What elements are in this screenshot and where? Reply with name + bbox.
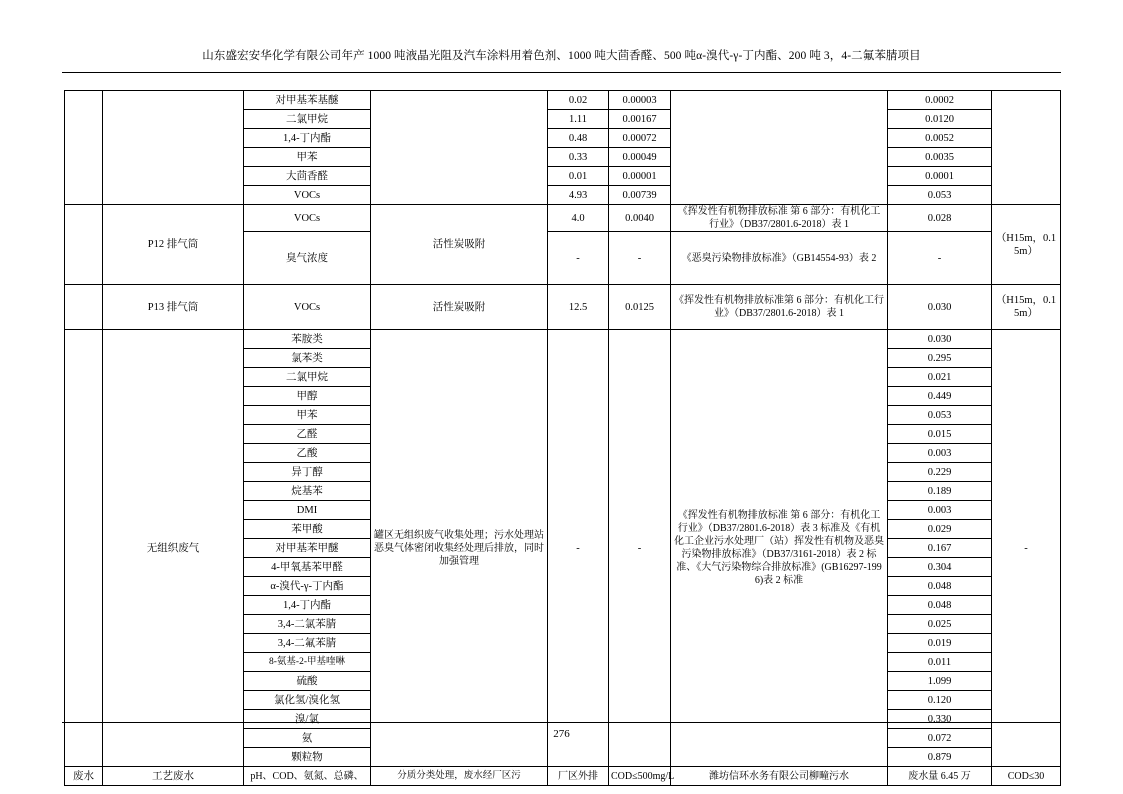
- footer-divider: [62, 722, 1061, 723]
- cell-amount: 0.0002: [888, 91, 992, 110]
- cell-amount: 0.053: [888, 186, 992, 205]
- cell-concentration: -: [548, 330, 609, 767]
- cell-amount: 0.003: [888, 501, 992, 520]
- cell-standard: 《挥发性有机物排放标准 第 6 部分：有机化工行业》（DB37/2801.6-2018）表 1: [671, 205, 888, 232]
- cell-source-p13: P13 排气筒: [103, 285, 244, 330]
- cell-pollutant: 苯甲酸: [244, 520, 371, 539]
- cell-amount: 0.0035: [888, 148, 992, 167]
- cell-pollutant: 苯胺类: [244, 330, 371, 349]
- table-row: [65, 91, 1061, 110]
- cell-pollutant: DMI: [244, 501, 371, 520]
- cell-standard: 《挥发性有机物排放标准第 6 部分：有机化工行业》（DB37/2801.6-2018）表 1: [671, 285, 888, 330]
- cell-concentration: 4.93: [548, 186, 609, 205]
- cell-concentration: 0.01: [548, 167, 609, 186]
- cell-measure: 分质分类处理，废水经厂区污: [371, 767, 548, 786]
- cell-rate: 0.00049: [609, 148, 671, 167]
- cell-pollutant: 氯苯类: [244, 349, 371, 368]
- cell-rate: 0.00003: [609, 91, 671, 110]
- cell-category-wastewater: 废水: [65, 767, 103, 786]
- cell-amount: 0.028: [888, 205, 992, 232]
- page-number: 276: [553, 728, 570, 740]
- cell-pollutant: pH、COD、氨氮、总磷、: [244, 767, 371, 786]
- cell-pollutant: 对甲基苯甲醚: [244, 539, 371, 558]
- cell-pollutant: 甲苯: [244, 406, 371, 425]
- cell-pollutant: 大茴香醛: [244, 167, 371, 186]
- cell-measure-blank: [371, 91, 548, 205]
- cell-concentration: 0.02: [548, 91, 609, 110]
- cell-stack-height: COD≤30: [992, 767, 1061, 786]
- cell-amount: 0.030: [888, 330, 992, 349]
- cell-pollutant: 甲苯: [244, 148, 371, 167]
- cell-rate: COD≤500mg/L: [609, 767, 671, 786]
- cell-rate: -: [609, 330, 671, 767]
- cell-pollutant: 异丁醇: [244, 463, 371, 482]
- cell-amount: 0.048: [888, 577, 992, 596]
- table-row-p12-vocs: [65, 205, 1061, 232]
- cell-amount: 0.330: [888, 710, 992, 729]
- cell-pollutant: 3,4-二氟苯腈: [244, 634, 371, 653]
- cell-amount: 0.048: [888, 596, 992, 615]
- cell-source-fugitive: 无组织废气: [103, 330, 244, 767]
- cell-standard-blank: [671, 91, 888, 205]
- cell-pollutant: 硫酸: [244, 672, 371, 691]
- cell-amount: 0.879: [888, 748, 992, 767]
- cell-pollutant: 臭气浓度: [244, 232, 371, 285]
- cell-standard: 潍坊信环水务有限公司柳疃污水: [671, 767, 888, 786]
- cell-amount: 废水量 6.45 万: [888, 767, 992, 786]
- cell-amount: 0.295: [888, 349, 992, 368]
- cell-amount: 0.0001: [888, 167, 992, 186]
- cell-amount: 0.167: [888, 539, 992, 558]
- cell-amount: 0.072: [888, 729, 992, 748]
- cell-rate: -: [609, 232, 671, 285]
- table-row-p13: [65, 285, 1061, 330]
- cell-pollutant: 颗粒物: [244, 748, 371, 767]
- cell-pollutant: 4-甲氧基苯甲醛: [244, 558, 371, 577]
- cell-pollutant: 8-氨基-2-甲基喹啉: [244, 653, 371, 672]
- cell-pollutant: 溴/氯: [244, 710, 371, 729]
- cell-pollutant: VOCs: [244, 285, 371, 330]
- cell-amount: 0.304: [888, 558, 992, 577]
- cell-amount: -: [888, 232, 992, 285]
- cell-rate: 0.00167: [609, 110, 671, 129]
- cell-amount: 0.029: [888, 520, 992, 539]
- cell-rate: 0.00072: [609, 129, 671, 148]
- cell-amount: 0.189: [888, 482, 992, 501]
- cell-rate: 0.00001: [609, 167, 671, 186]
- table-row-fugitive: [65, 330, 1061, 349]
- cell-source-p12: P12 排气筒: [103, 205, 244, 285]
- cell-concentration: 4.0: [548, 205, 609, 232]
- cell-category-blank: [65, 285, 103, 330]
- cell-measure-p12: 活性炭吸附: [371, 205, 548, 285]
- cell-pollutant: VOCs: [244, 186, 371, 205]
- cell-height-blank: [992, 91, 1061, 205]
- cell-pollutant: 1,4-丁内酯: [244, 129, 371, 148]
- cell-stack-height: -: [992, 330, 1061, 767]
- cell-pollutant: VOCs: [244, 205, 371, 232]
- cell-concentration: 0.48: [548, 129, 609, 148]
- cell-pollutant: 1,4-丁内酯: [244, 596, 371, 615]
- cell-amount: 0.003: [888, 444, 992, 463]
- table-row-wastewater: [65, 767, 1061, 786]
- cell-amount: 0.019: [888, 634, 992, 653]
- running-header: [62, 48, 1061, 64]
- cell-amount: 0.025: [888, 615, 992, 634]
- cell-amount: 0.015: [888, 425, 992, 444]
- cell-concentration: 0.33: [548, 148, 609, 167]
- cell-amount: 0.030: [888, 285, 992, 330]
- cell-standard: 《恶臭污染物排放标准》（GB14554-93）表 2: [671, 232, 888, 285]
- cell-pollutant: 对甲基苯基醚: [244, 91, 371, 110]
- cell-source-blank: [103, 91, 244, 205]
- emissions-table: [64, 90, 1061, 786]
- cell-amount: 0.0120: [888, 110, 992, 129]
- cell-measure-p13: 活性炭吸附: [371, 285, 548, 330]
- cell-category-blank: [65, 205, 103, 285]
- cell-pollutant: 乙酸: [244, 444, 371, 463]
- cell-concentration: -: [548, 232, 609, 285]
- cell-amount: 0.053: [888, 406, 992, 425]
- cell-concentration: 厂区外排: [548, 767, 609, 786]
- cell-amount: 0.449: [888, 387, 992, 406]
- cell-amount: 0.229: [888, 463, 992, 482]
- cell-stack-height: （H15m，0.15m）: [992, 285, 1061, 330]
- cell-stack-height: （H15m，0.15m）: [992, 205, 1061, 285]
- cell-pollutant: 氯化氢/溴化氢: [244, 691, 371, 710]
- cell-measure-fugitive: 罐区无组织废气收集处理；污水处理站恶臭气体密闭收集经处理后排放，同时加强管理: [371, 330, 548, 767]
- cell-source-wastewater: 工艺废水: [103, 767, 244, 786]
- cell-rate: 0.0040: [609, 205, 671, 232]
- cell-pollutant: α-溴代-γ-丁内酯: [244, 577, 371, 596]
- cell-pollutant: 甲醇: [244, 387, 371, 406]
- header-divider: [62, 72, 1061, 73]
- cell-concentration: 1.11: [548, 110, 609, 129]
- cell-pollutant: 乙醛: [244, 425, 371, 444]
- cell-standard: 《挥发性有机物排放标准 第 6 部分：有机化工行业》（DB37/2801.6-2018）表 3 标准及《有机化工企业污水处理厂（站）挥发性有机物及恶臭污染物排放标准》（DB37/3161-2018）表 2 标准、《大气污染物综合排放标准》(GB16297-1996)表 2 标准: [671, 330, 888, 767]
- cell-pollutant: 二氯甲烷: [244, 110, 371, 129]
- cell-amount: 1.099: [888, 672, 992, 691]
- cell-category-blank: [65, 91, 103, 205]
- cell-amount: 0.120: [888, 691, 992, 710]
- cell-pollutant: 二氯甲烷: [244, 368, 371, 387]
- running-header-text: 山东盛宏安华化学有限公司年产 1000 吨液晶光阻及汽车涂料用着色剂、1000 吨大茴香醛、500 吨α-溴代-γ-丁内酯、200 吨 3，4-二氟苯腈项目: [202, 50, 921, 62]
- cell-category-blank: [65, 330, 103, 767]
- cell-amount: 0.011: [888, 653, 992, 672]
- cell-amount: 0.0052: [888, 129, 992, 148]
- cell-amount: 0.021: [888, 368, 992, 387]
- cell-pollutant: 3,4-二氯苯腈: [244, 615, 371, 634]
- cell-pollutant: 烷基苯: [244, 482, 371, 501]
- cell-pollutant: 氨: [244, 729, 371, 748]
- cell-rate: 0.00739: [609, 186, 671, 205]
- cell-concentration: 12.5: [548, 285, 609, 330]
- cell-rate: 0.0125: [609, 285, 671, 330]
